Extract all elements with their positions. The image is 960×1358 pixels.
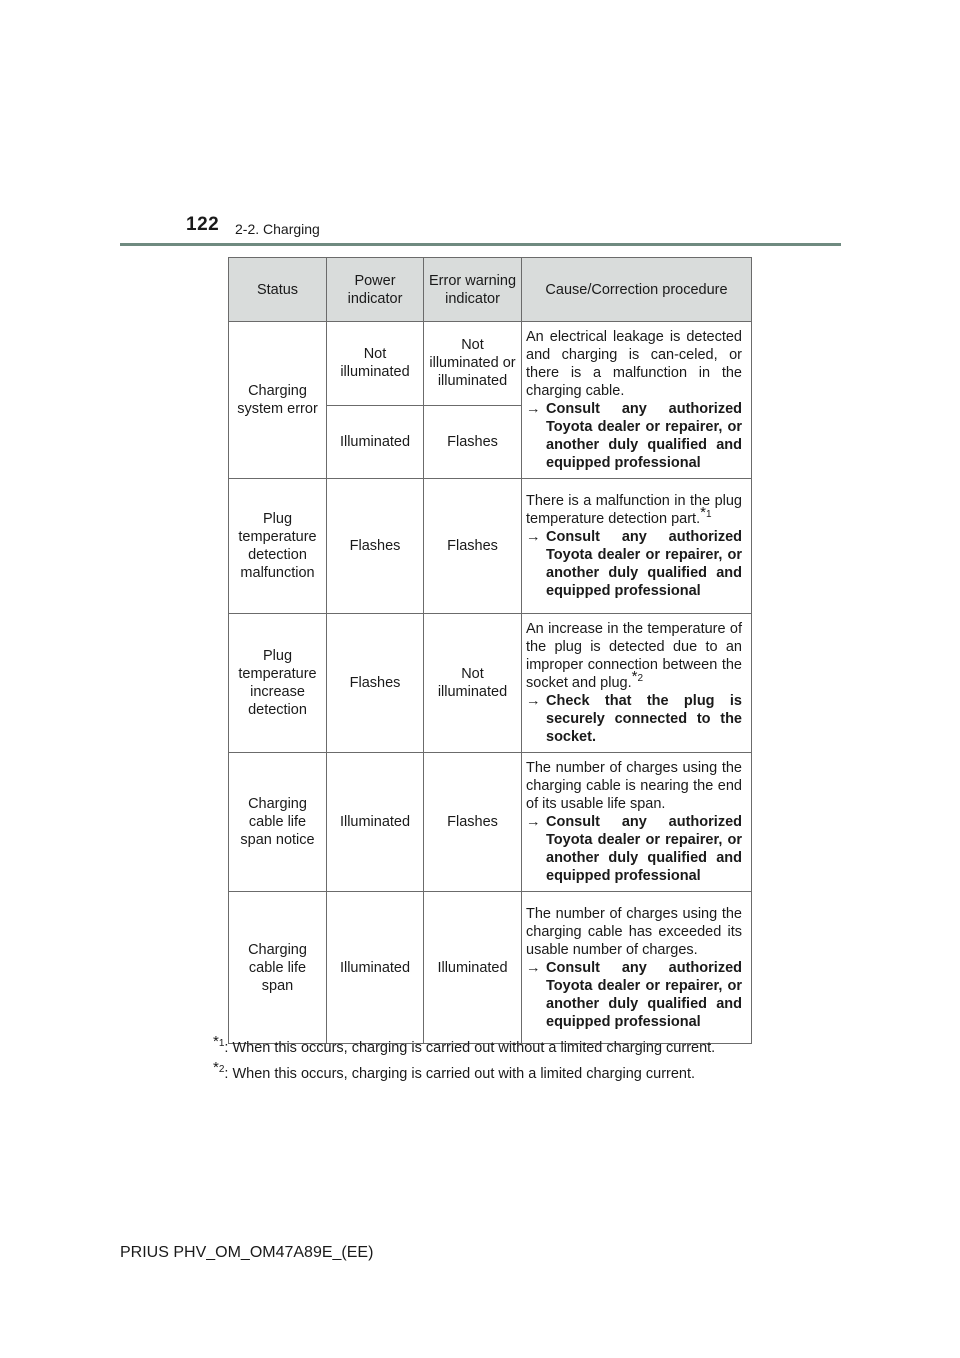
cause-text-block	[526, 492, 742, 528]
cause-cell	[522, 322, 752, 479]
status-cell: Charging cable life span notice	[229, 753, 327, 892]
cause-cell	[522, 892, 752, 1044]
section-title: 2-2. Charging	[235, 221, 320, 237]
status-cell: Plug temperature detection malfunction	[229, 479, 327, 614]
footnote-marker: *2	[213, 1059, 225, 1077]
power-indicator-cell: Illuminated	[327, 753, 424, 892]
correction-procedure	[526, 813, 742, 885]
status-cell: Charging system error	[229, 322, 327, 479]
status-table	[228, 257, 752, 1044]
page-number: 122	[186, 214, 220, 235]
power-indicator-cell: Illuminated	[327, 405, 424, 478]
correction-text: Consult any authorized Toyota dealer or repairer, or another duly qualified and equipped professional	[546, 814, 742, 884]
cause-cell	[522, 614, 752, 753]
power-indicator-cell: Illuminated	[327, 892, 424, 1044]
table-row	[229, 479, 752, 614]
footnote	[213, 1033, 716, 1056]
error-indicator-cell: Flashes	[424, 479, 522, 614]
footnote-ref: *1	[700, 504, 712, 522]
footnote-text: : When this occurs, charging is carried out with a limited charging current.	[224, 1066, 696, 1082]
correction-text: Consult any authorized Toyota dealer or repairer, or another duly qualified and equipped professional	[546, 401, 742, 471]
cause-text: An electrical leakage is detected and charging is can-celed, or there is a malfunction in the charging cable.	[526, 329, 742, 399]
footnote-marker: *1	[213, 1033, 225, 1051]
arrow-icon: →	[526, 814, 541, 830]
footnotes	[213, 1033, 716, 1092]
cause-text: The number of charges using the charging cable is nearing the end of its usable life span.	[526, 760, 742, 812]
correction-procedure	[526, 400, 742, 472]
error-indicator-cell: Flashes	[424, 753, 522, 892]
cause-cell	[522, 479, 752, 614]
header-divider	[120, 243, 841, 246]
power-indicator-cell: Flashes	[327, 479, 424, 614]
status-cell: Charging cable life span	[229, 892, 327, 1044]
cause-cell	[522, 753, 752, 892]
arrow-icon: →	[526, 529, 541, 545]
error-indicator-cell: Not illuminated	[424, 614, 522, 753]
footnote	[213, 1059, 715, 1082]
arrow-icon: →	[526, 401, 541, 417]
footnote-text: : When this occurs, charging is carried out without a limited charging current.	[224, 1040, 716, 1056]
power-indicator-cell: Not illuminated	[327, 322, 424, 406]
correction-procedure	[526, 528, 742, 600]
cause-text: There is a malfunction in the plug temperature detection part.	[526, 493, 742, 527]
table-header-row	[229, 258, 752, 322]
column-header-power-indicator: Power indicator	[327, 258, 424, 322]
cause-text: The number of charges using the charging cable has exceeded its usable number of charges.	[526, 905, 742, 958]
table-row	[229, 614, 752, 753]
error-indicator-cell: Illuminated	[424, 892, 522, 1044]
column-header-error-warning-indicator: Error warning indicator	[424, 258, 522, 322]
correction-procedure	[526, 959, 742, 1031]
table-row	[229, 322, 752, 406]
table-row	[229, 753, 752, 892]
correction-text: Consult any authorized Toyota dealer or repairer, or another duly qualified and equipped professional	[546, 959, 742, 1030]
document-code: PRIUS PHV_OM_OM47A89E_(EE)	[120, 1244, 374, 1261]
column-header-status: Status	[229, 258, 327, 322]
correction-text: Consult any authorized Toyota dealer or repairer, or another duly qualified and equipped professional	[546, 529, 742, 599]
error-indicator-cell: Not illuminated or illuminated	[424, 322, 522, 406]
correction-text: Check that the plug is securely connected to the socket.	[546, 693, 742, 745]
status-cell: Plug temperature increase detection	[229, 614, 327, 753]
correction-procedure	[526, 692, 742, 746]
power-indicator-cell: Flashes	[327, 614, 424, 753]
cause-text-block	[526, 620, 742, 692]
footnote-ref: *2	[631, 668, 644, 686]
table-row	[229, 892, 752, 1044]
arrow-icon: →	[526, 693, 541, 709]
error-indicator-cell: Flashes	[424, 405, 522, 478]
cause-text: An increase in the temperature of the plug is detected due to an improper connection between the socket and plug.	[526, 621, 742, 691]
column-header-cause: Cause/Correction procedure	[522, 258, 752, 322]
arrow-icon: →	[526, 959, 541, 976]
